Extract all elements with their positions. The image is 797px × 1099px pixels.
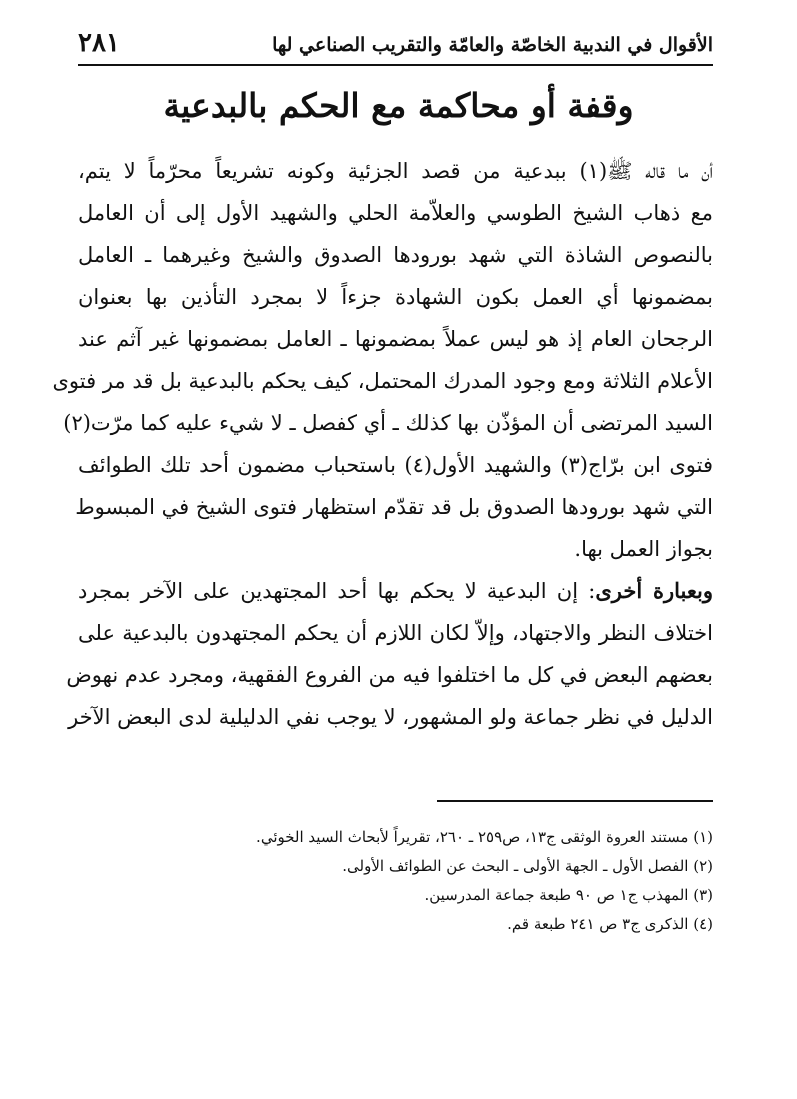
section-heading: وقفة أو محاكمة مع الحكم بالبدعية bbox=[163, 86, 634, 125]
paragraph-2-first-line bbox=[78, 570, 713, 612]
footnote: (٤) الذكرى ج٣ ص ٢٤١ طبعة قم. bbox=[507, 915, 713, 933]
page-number: ٢٨١ bbox=[78, 28, 120, 58]
running-header bbox=[78, 26, 713, 66]
lead-term: وبعبارة أخرى bbox=[595, 578, 713, 603]
paragraph-1-line: الرجحان العام إذ هو ليس عملاً بمضمونها ـ العامل بمضمونها غير آثم عند bbox=[78, 327, 713, 351]
paragraph-1-line: فتوى ابن برّاج(٣) والشهيد الأول(٤) باستحباب مضمون أحد تلك الطوائف bbox=[78, 453, 713, 477]
footnote: (٢) الفصل الأول ـ الجهة الأولى ـ البحث عن الطوائف الأولى. bbox=[342, 857, 713, 875]
paragraph-2-first-line-text: : إن البدعية لا يحكم بها أحد المجتهدين على الآخر بمجرد bbox=[78, 579, 596, 603]
paragraph-2-line: بعضهم البعض في كل ما اختلفوا فيه من الفروع الفقهية، ومجرد عدم نهوض bbox=[66, 663, 713, 687]
paragraph-1-line: الأعلام الثلاثة ومع وجود المدرك المحتمل، كيف يحكم بالبدعية بل قد مر فتوى bbox=[52, 369, 713, 393]
paragraph-2-line: اختلاف النظر والاجتهاد، وإلاّ لكان اللازم أن يحكم المجتهدون بالبدعية على bbox=[78, 621, 713, 645]
paragraph-1-line: بمضمونها أي العمل بكون الشهادة جزءاً لا بمجرد التأذين بها بعنوان bbox=[78, 285, 713, 309]
paragraph-1-line: أن ما قاله ﷺ(١) ببدعية من قصد الجزئية وكونه تشريعاً محرّماً لا يتم، bbox=[78, 159, 713, 183]
paragraph-1-line: بجواز العمل بها. bbox=[574, 537, 713, 561]
paragraph-1-line: التي شهد بورودها الصدوق بل قد تقدّم استظهار فتوى الشيخ في المبسوط bbox=[75, 495, 713, 519]
footnotes bbox=[78, 823, 713, 939]
footnote: (٣) المهذب ج١ ص ٩٠ طبعة جماعة المدرسين. bbox=[424, 886, 713, 904]
paragraph-1-line: بالنصوص الشاذة التي شهد بورودها الصدوق والشيخ وغيرهما ـ العامل bbox=[78, 243, 713, 267]
paragraph-1-line: السيد المرتضى أن المؤذّن بها كذلك ـ أي كفصل ـ لا شيء عليه كما مرّت(٢) bbox=[63, 411, 713, 435]
paragraph-2-line: الدليل في نظر جماعة ولو المشهور، لا يوجب نفي الدليلية لدى البعض الآخر bbox=[68, 705, 713, 729]
footnote: (١) مستند العروة الوثقى ج١٣، ص٢٥٩ ـ ٢٦٠، تقريراً لأبحاث السيد الخوئي. bbox=[256, 828, 713, 846]
footnote-separator bbox=[437, 800, 713, 802]
paragraph-1-line: مع ذهاب الشيخ الطوسي والعلاّمة الحلي والشهيد الأول إلى أن العامل bbox=[78, 201, 713, 225]
body-text bbox=[52, 150, 713, 738]
running-title: الأقوال في الندبية الخاصّة والعامّة والتقريب الصناعي لها bbox=[272, 34, 713, 56]
